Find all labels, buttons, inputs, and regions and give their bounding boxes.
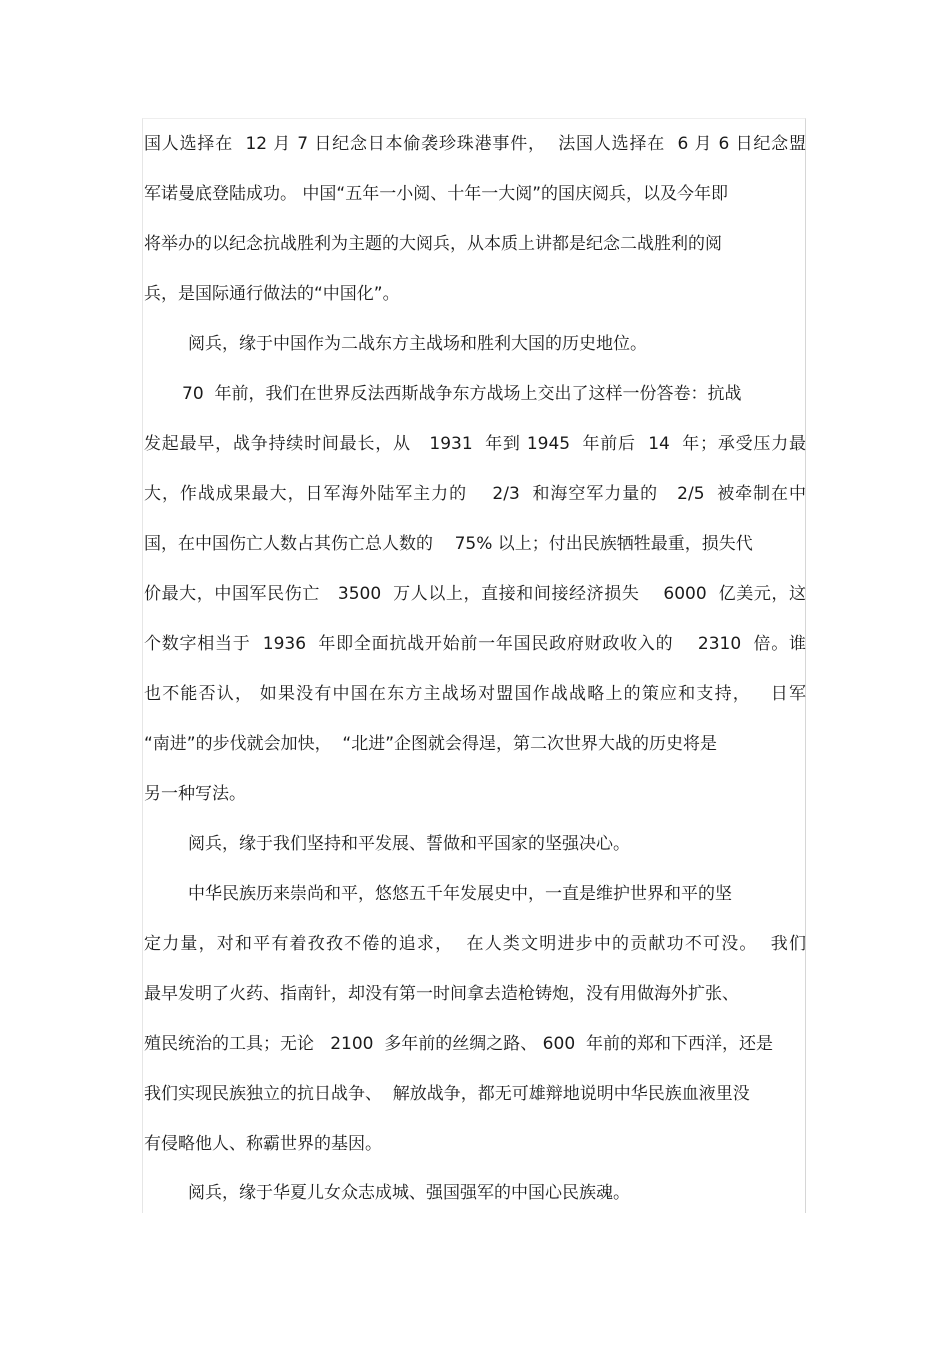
text-line: “南进”的步伐就会加快， “北进”企图就会得逞，第二次世界大战的历史将是 <box>144 734 718 754</box>
text-line: 发起最早，战争持续时间最长，从 1931 年到 1945 年前后 14 年；承受压力最 <box>144 434 806 454</box>
text-line: 最早发明了火药、指南针，却没有第一时间拿去造枪铸炮，没有用做海外扩张、 <box>144 984 739 1004</box>
text-line: 70 年前，我们在世界反法西斯战争东方战场上交出了这样一份答卷：抗战 <box>182 384 742 404</box>
text-line: 另一种写法。 <box>144 784 246 804</box>
text-line: 国人选择在 12 月 7 日纪念日本偷袭珍珠港事件， 法国人选择在 6 月 6 日纪念盟 <box>144 134 806 154</box>
text-line: 个数字相当于 1936 年即全面抗战开始前一年国民政府财政收入的 2310 倍。谁 <box>144 634 806 654</box>
text-line: 将举办的以纪念抗战胜利为主题的大阅兵，从本质上讲都是纪念二战胜利的阅 <box>144 234 722 254</box>
text-line: 也不能否认， 如果没有中国在东方主战场对盟国作战战略上的策应和支持， 日军 <box>144 684 806 704</box>
text-line: 军诺曼底登陆成功。 中国“五年一小阅、十年一大阅”的国庆阅兵，以及今年即 <box>144 184 729 204</box>
paragraph-heading: 阅兵，缘于华夏儿女众志成城、强国强军的中国心民族魂。 <box>188 1183 630 1203</box>
text-line: 兵，是国际通行做法的“中国化”。 <box>144 284 400 304</box>
text-line: 国，在中国伤亡人数占其伤亡总人数的 75% 以上；付出民族牺牲最重，损失代 <box>144 534 753 554</box>
text-line: 我们实现民族独立的抗日战争、 解放战争，都无可雄辩地说明中华民族血液里没 <box>144 1084 750 1104</box>
text-line: 价最大，中国军民伤亡 3500 万人以上，直接和间接经济损失 6000 亿美元，这 <box>144 584 806 604</box>
text-line: 大，作战成果最大，日军海外陆军主力的 2/3 和海空军力量的 2/5 被牵制在中 <box>144 484 806 504</box>
text-line: 有侵略他人、称霸世界的基因。 <box>144 1134 382 1154</box>
text-line: 中华民族历来崇尚和平，悠悠五千年发展史中，一直是维护世界和平的坚 <box>188 884 732 904</box>
text-line: 定力量，对和平有着孜孜不倦的追求， 在人类文明进步中的贡献功不可没。 我们 <box>144 934 806 954</box>
paragraph-heading: 阅兵，缘于我们坚持和平发展、誓做和平国家的坚强决心。 <box>188 834 630 854</box>
paragraph-heading: 阅兵，缘于中国作为二战东方主战场和胜利大国的历史地位。 <box>188 334 647 354</box>
text-line: 殖民统治的工具；无论 2100 多年前的丝绸之路、 600 年前的郑和下西洋，还是 <box>144 1034 773 1054</box>
